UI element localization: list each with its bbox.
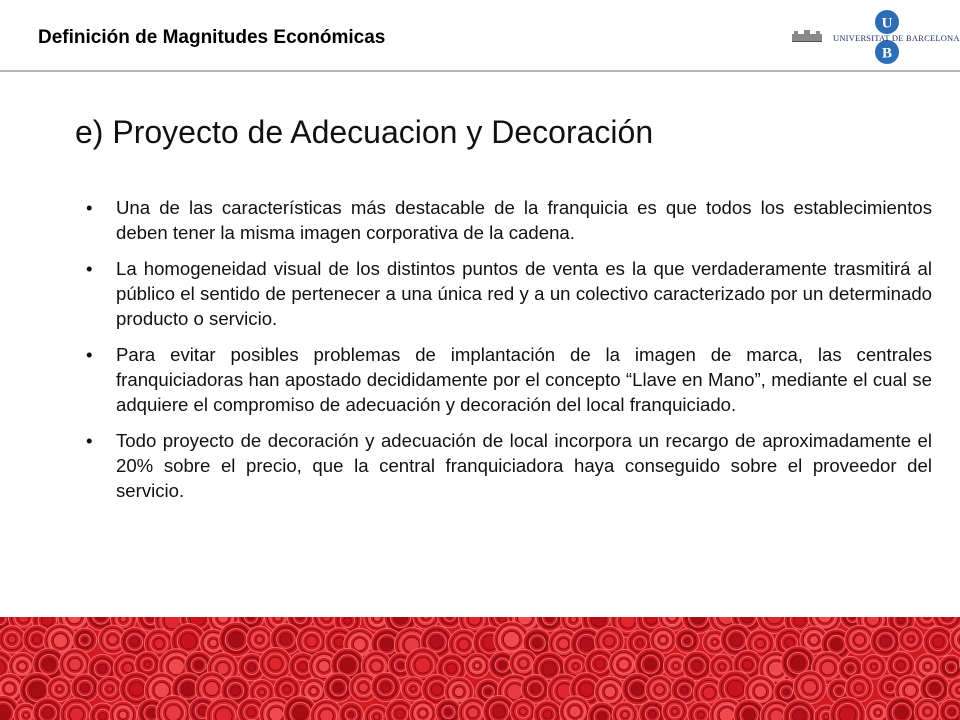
header-divider <box>0 70 960 72</box>
bullet-list <box>80 195 932 514</box>
building-icon <box>792 30 822 42</box>
bullet-icon: • <box>86 197 93 218</box>
svg-text:U: U <box>881 15 893 32</box>
bullet-text: Para evitar posibles problemas de implantación de la imagen de marca, las centrales franquiciadoras han apostado decididamente por el concepto “Llave en Mano”, mediante el cual se adquiere el compromiso de adecuación y decoración del local franquiciado. <box>116 344 932 415</box>
footer-rose-band <box>0 617 960 720</box>
bullet-item <box>80 256 932 331</box>
bullet-icon: • <box>86 430 93 451</box>
logo-text: UNIVERSITAT DE BARCELONA <box>833 33 960 43</box>
bullet-text: Todo proyecto de decoración y adecuación de local incorpora un recargo de aproximadamente el 20% sobre el precio, que la central franquiciadora haya conseguido sobre el proveedor del servicio. <box>116 430 932 501</box>
rose-pattern-icon <box>0 617 960 720</box>
bullet-text: La homogeneidad visual de los distintos puntos de venta es la que verdaderamente trasmitirá al público el sentido de pertenecer a una única red y a un colectivo caracterizado por un determinado producto o servicio. <box>116 258 932 329</box>
bullet-item <box>80 342 932 417</box>
header-title: Definición de Magnitudes Económicas <box>38 27 386 48</box>
svg-text:B: B <box>881 45 893 62</box>
bullet-text: Una de las características más destacable de la franquicia es que todos los establecimientos deben tener la misma imagen corporativa de la cadena. <box>116 197 932 243</box>
university-logo <box>792 8 960 66</box>
bullet-item <box>80 428 932 503</box>
slide-title: e) Proyecto de Adecuacion y Decoración <box>75 114 654 150</box>
bullet-icon: • <box>86 258 93 279</box>
bullet-icon: • <box>86 344 93 365</box>
slide-header <box>0 0 960 74</box>
bullet-item <box>80 195 932 245</box>
